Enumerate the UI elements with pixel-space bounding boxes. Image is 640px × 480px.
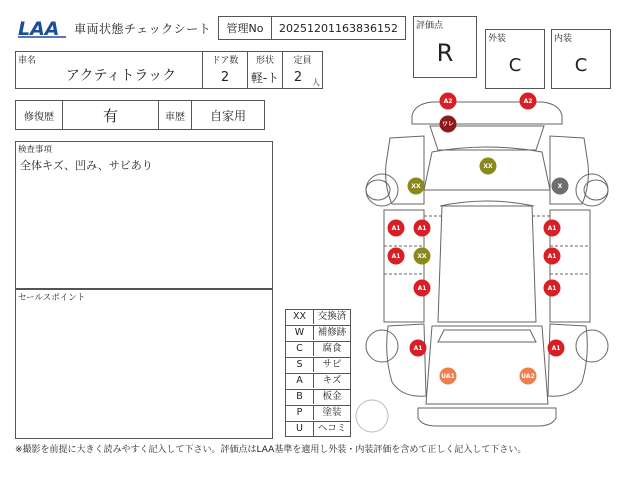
score-box [413,16,477,78]
legend-row [286,310,350,324]
damage-mark-label: A1 [417,225,427,232]
repair-history-value: 有 [102,106,118,125]
legend-desc: サビ [322,359,342,370]
right-rear-wheel-outline [576,330,608,362]
damage-mark-label: ワレ [441,121,455,128]
history-box [15,100,265,130]
left-rear-wheel-outline [366,330,398,362]
score-value: R [436,39,454,67]
spare-tire-outline [356,400,388,432]
vehicle-info-box [15,51,323,89]
legend-desc: 補修跡 [317,327,347,338]
legend-code: S [286,358,314,372]
damage-mark-label: XX [411,183,421,190]
damage-mark-label: UA1 [441,373,455,380]
vehicle-damage-diagram [352,86,622,438]
legend-row [286,326,350,340]
legend-row [286,422,350,436]
mgmt-number-box [218,16,406,40]
legend-row [286,358,350,372]
damage-mark-label: A1 [391,253,401,260]
doors-value: 2 [220,69,230,85]
shape-label: 形状 [255,55,274,66]
mgmt-number-label: 管理No [226,22,264,35]
legend-row [286,374,350,388]
interior-grade-box [551,29,611,89]
legend-desc: 腐食 [322,343,342,354]
damage-mark-label: X [557,183,563,190]
legend-code: U [286,422,314,436]
laa-logo [16,17,70,39]
rear-window-outline [438,330,536,342]
damage-mark-label: XX [417,253,427,260]
inspection-text: 全体キズ、凹み、サビあり [20,159,153,172]
right-rear-fender-outline [548,324,587,396]
usage-value: 自家用 [209,108,246,123]
legend-code: C [286,342,314,356]
right-front-fender-outline [550,136,588,204]
legend-desc: 板金 [322,391,342,402]
damage-legend [285,309,351,437]
right-front-wheel-outline [576,174,608,206]
capacity-value: 2 [293,69,303,85]
legend-code: W [286,326,314,340]
bed-outline [438,206,536,322]
damage-mark-label: A2 [523,98,533,105]
left-mirror-outline [366,180,390,200]
repair-history-label: 修復歴 [24,111,54,123]
right-mirror-outline [584,180,608,200]
capacity-label: 定員 [293,55,312,66]
exterior-grade-label: 外装 [488,33,507,44]
capacity-unit: 人 [312,77,320,87]
legend-code: P [286,406,314,420]
damage-mark-label: A1 [547,253,557,260]
score-label: 評価点 [416,20,444,31]
damage-mark-label: A1 [413,345,423,352]
tailgate-outline [426,326,548,404]
left-front-wheel-outline [366,174,398,206]
car-name-value: アクティトラック [65,68,177,84]
sales-point-label: セールスポイント [18,293,86,303]
shape-value: 軽-ト [250,70,280,85]
damage-mark-label: A1 [417,285,427,292]
footer-note: ※撮影を前提に大きく読みやすく記入して下さい。評価点はLAA基準を適用し外装・内装評価を含めて正しく記入して下さい。 [15,445,527,455]
inspection-label: 検査事項 [18,145,53,155]
usage-label: 車歴 [165,111,185,123]
sales-point-box [15,289,273,439]
car-name-label: 車名 [18,55,37,66]
cab-rear-outline [440,201,534,206]
damage-mark-label: A1 [547,285,557,292]
document-title: 車両状態チェックシート [74,22,212,36]
exterior-grade-box [485,29,545,89]
legend-row [286,406,350,420]
damage-mark-label: A1 [547,225,557,232]
legend-desc: キズ [322,375,342,386]
damage-mark-label: A2 [443,98,453,105]
doors-label: ドア数 [211,55,239,66]
damage-mark-label: XX [483,163,493,170]
legend-row [286,342,350,356]
rear-bumper-outline [418,408,556,426]
left-rear-fender-outline [387,324,426,396]
inspection-box [15,141,273,289]
legend-desc: 塗装 [322,407,342,418]
exterior-grade-value: C [508,54,522,76]
laa-logo-text: LAA [18,18,60,39]
interior-grade-label: 内装 [554,33,573,44]
legend-desc: ヘコミ [317,423,347,434]
legend-code: XX [286,310,314,324]
damage-mark-label: UA2 [521,373,535,380]
mgmt-number-value: 20251201163836152 [279,21,398,35]
legend-row [286,390,350,404]
legend-code: A [286,374,314,388]
damage-mark-label: A1 [391,225,401,232]
front-bumper-outline [412,102,562,124]
interior-grade-value: C [574,54,588,76]
damage-mark-label: A1 [551,345,561,352]
legend-desc: 交換済 [317,311,347,322]
legend-code: B [286,390,314,404]
